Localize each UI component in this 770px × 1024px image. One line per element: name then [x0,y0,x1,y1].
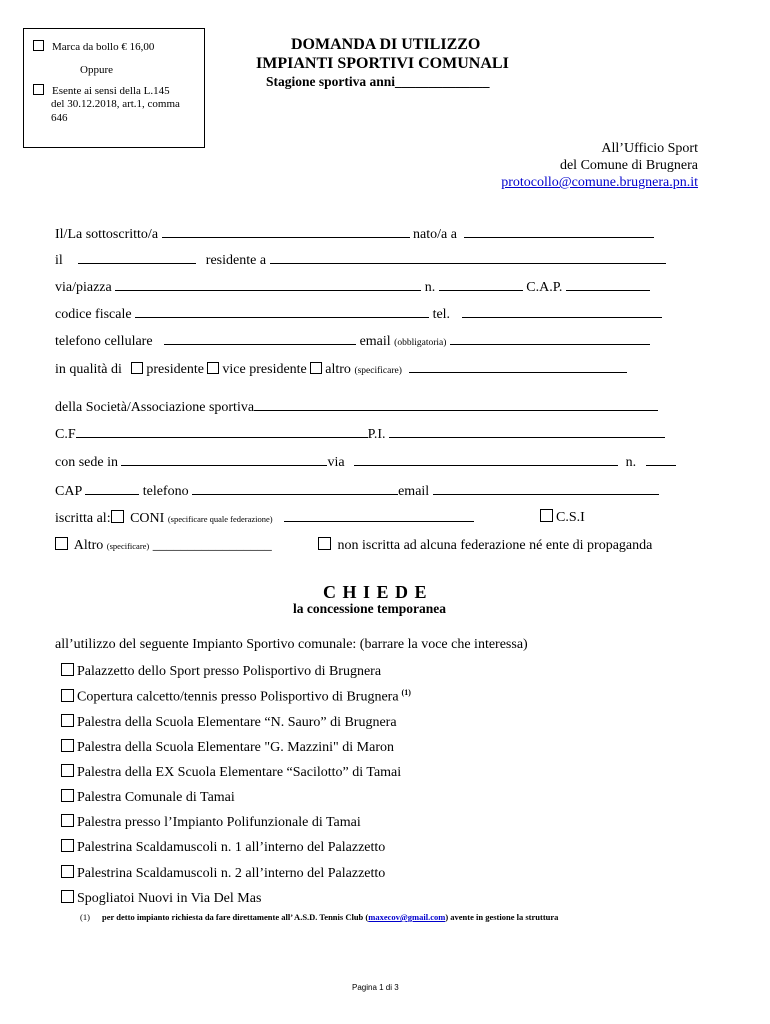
facility-item[interactable] [61,688,411,706]
facility-label: Copertura calcetto/tennis presso Polisportivo di Brugnera [77,689,399,705]
societa-email-field[interactable] [433,482,659,495]
doc-title-line2: IMPIANTI SPORTIVI COMUNALI [256,55,509,72]
facility-item[interactable] [61,663,381,680]
facility-checkbox[interactable] [61,764,74,777]
coni-checkbox[interactable] [111,510,124,523]
row-cf: codice fiscale tel. [55,305,662,323]
facility-item[interactable] [61,865,385,882]
row-altro-federazione: Altro (specificare) _________________ [55,537,272,554]
concessione-subheading: la concessione temporanea [293,601,446,616]
marca-checkbox[interactable] [33,40,44,51]
facility-item[interactable] [61,839,385,856]
altro-federazione-field[interactable]: _________________ [152,538,272,553]
altro-federazione-checkbox[interactable] [55,537,68,550]
societa-cap-field[interactable] [85,482,139,495]
facility-label: Spogliatoi Nuovi in Via Del Mas [77,891,262,906]
tel-field[interactable] [462,305,662,318]
federazione-field[interactable] [284,509,474,522]
facility-checkbox[interactable] [61,714,74,727]
page-number: Pagina 1 di 3 [352,983,399,992]
facility-label: Palazzetto dello Sport presso Polisportivo di Brugnera [77,664,382,679]
footnote: (1) per detto impianto richiesta da fare direttamente all’ A.S.D. Tennis Club (maxecov@gmail.com) avente in gestione la struttura [80,912,559,922]
via-field[interactable] [115,278,421,291]
applicant-email-field[interactable] [450,332,650,345]
codice-fiscale-field[interactable] [135,305,429,318]
row-il: il residente a [55,251,666,269]
recipient-office: All’Ufficio Sport [601,141,698,156]
facility-checkbox[interactable] [61,865,74,878]
altro-ruolo-field[interactable] [409,360,627,373]
cellulare-field[interactable] [164,332,356,345]
sede-civico-field[interactable] [646,453,676,466]
facility-label: Palestra presso l’Impianto Polifunzionale di Tamai [77,815,361,830]
facility-item[interactable] [61,739,394,756]
recipient-email[interactable] [501,175,698,191]
chiede-heading: C H I E D E [323,582,428,602]
vice-presidente-checkbox[interactable] [207,362,219,374]
row-sede: con sede in via n. [55,453,676,471]
altro-ruolo-checkbox[interactable] [310,362,322,374]
sede-field[interactable] [121,453,327,466]
row-via: via/piazza n. C.A.P. [55,278,650,296]
non-iscritta-checkbox[interactable] [318,537,331,550]
presidente-checkbox[interactable] [131,362,143,374]
facility-item[interactable] [61,814,361,831]
season-line: Stagione sportiva anni______________ [266,74,490,89]
doc-title-line1: DOMANDA DI UTILIZZO [291,36,481,53]
facility-label: Palestra della Scuola Elementare "G. Mazzini" di Maron [77,740,394,755]
csi-checkbox[interactable] [540,509,553,522]
societa-pi-field[interactable] [389,425,665,438]
recipient-comune: del Comune di Brugnera [559,158,698,173]
nato-field[interactable] [464,225,654,238]
stamp-oppure: Oppure [80,64,113,76]
civico-field[interactable] [439,278,523,291]
birthdate-field[interactable] [78,251,196,264]
facilities-intro: all’utilizzo del seguente Impianto Sportivo comunale: (barrare la voce che interessa) [55,637,528,652]
sede-via-field[interactable] [354,453,618,466]
facility-item[interactable] [61,890,261,907]
row-qualita: in qualità di presidente vice presidente altro (specificare) [55,360,627,378]
sottoscritto-field[interactable] [162,225,410,238]
footnote-marker: (1) [401,688,411,697]
row-cellulare: telefono cellulare email (obbligatoria) [55,332,650,350]
facility-checkbox[interactable] [61,839,74,852]
facility-label: Palestrina Scaldamuscoli n. 2 all’interno del Palazzetto [77,866,386,881]
facility-item[interactable] [61,764,401,781]
facility-item[interactable] [61,789,235,806]
csi-option: C.S.I [540,509,585,526]
residente-field[interactable] [270,251,666,264]
stamp-esente-l2: del 30.12.2018, art.1, comma [51,98,180,110]
row-iscritta: iscritta al: CONI (specificare quale federazione) [55,509,474,527]
season-field[interactable]: ______________ [395,74,490,89]
non-iscritta-option: non iscritta ad alcuna federazione né ente di propaganda [318,537,652,554]
esente-checkbox[interactable] [33,84,44,95]
facility-checkbox[interactable] [61,739,74,752]
cap-field[interactable] [566,278,650,291]
stamp-esente: Esente ai sensi della L.145 [33,84,170,97]
row-sottoscritto: Il/La sottoscritto/a nato/a a [55,225,654,243]
row-societa: della Società/Associazione sportiva [55,398,658,416]
stamp-esente-l3: 646 [51,112,68,124]
facility-checkbox[interactable] [61,890,74,903]
facility-checkbox[interactable] [61,689,74,702]
facility-checkbox[interactable] [61,814,74,827]
row-cf-pi: C.F P.I. [55,425,665,443]
facility-checkbox[interactable] [61,663,74,676]
footnote-email-link[interactable]: maxecov@gmail.com [368,912,446,922]
facility-checkbox[interactable] [61,789,74,802]
row-cap-tel: CAP telefono email [55,482,659,500]
societa-cf-field[interactable] [76,425,368,438]
facility-label: Palestrina Scaldamuscoli n. 1 all’interno del Palazzetto [77,840,386,855]
facility-label: Palestra della Scuola Elementare “N. Sauro” di Brugnera [77,715,397,730]
recipient-email-link[interactable]: protocollo@comune.brugnera.pn.it [501,175,698,190]
societa-field[interactable] [254,398,658,411]
stamp-marca: Marca da bollo € 16,00 [33,40,154,53]
facility-label: Palestra Comunale di Tamai [77,790,235,805]
facility-item[interactable] [61,714,397,731]
societa-tel-field[interactable] [192,482,398,495]
facility-label: Palestra della EX Scuola Elementare “Sacilotto” di Tamai [77,765,402,780]
